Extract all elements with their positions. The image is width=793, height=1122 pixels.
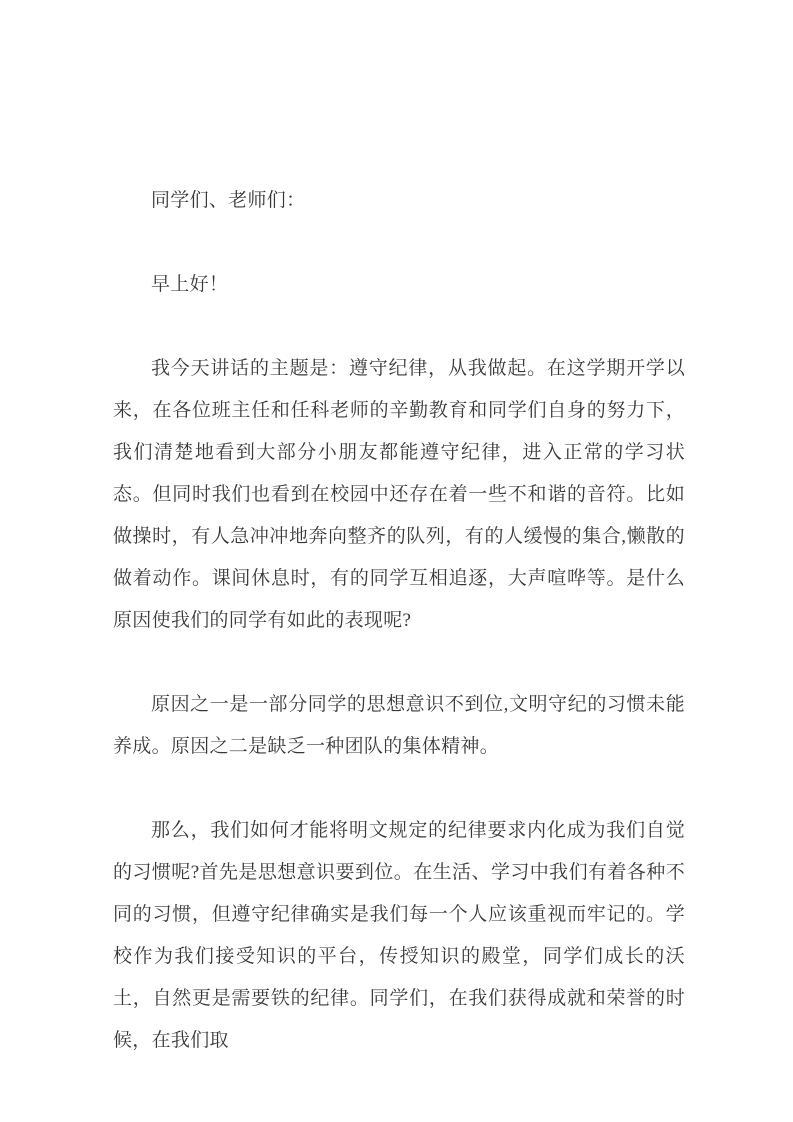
paragraph-body-3: 那么，我们如何才能将明文规定的纪律要求内化成为我们自觉的习惯呢?首先是思想意识要到位。在生活、学习中我们有着各种不同的习惯，但遵守纪律确实是我们每一个人应该重视而牢记的。学校作为我们接受知识的平台，传授知识的殿堂，同学们成长的沃土，自然更是需要铁的纪律。同学们，在我们获得成就和荣誉的时候，在我们取	[113, 820, 685, 1051]
paragraph-body-2: 原因之一是一部分同学的思想意识不到位,文明守纪的习惯未能养成。原因之二是缺乏一种团队的集体精神。	[113, 694, 685, 757]
paragraph-salutation: 同学们、老师们：	[151, 190, 306, 211]
paragraph-greeting: 早上好！	[151, 274, 229, 295]
paragraph-body-1: 我今天讲话的主题是：遵守纪律，从我做起。在这学期开学以来，在各位班主任和任科老师的辛勤教育和同学们自身的努力下，我们清楚地看到大部分小朋友都能遵守纪律，进入正常的学习状态。但同时我们也看到在校园中还存在着一些不和谐的音符。比如做操时，有人急冲冲地奔向整齐的队列，有的人缓慢的集合,懒散的做着动作。课间休息时，有的同学互相追逐，大声喧哗等。是什么原因使我们的同学有如此的表现呢?	[113, 358, 685, 631]
document-text-block	[113, 180, 685, 1062]
